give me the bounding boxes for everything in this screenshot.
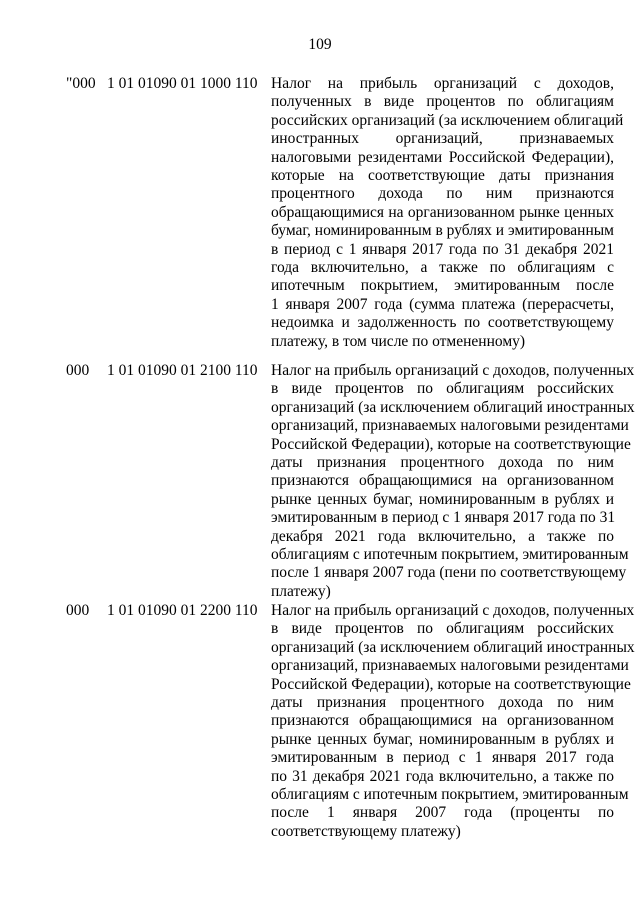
description-line: признаются обращающимися на организованном — [271, 712, 614, 730]
description-line: которые на соответствующие даты признания — [271, 167, 614, 185]
description-line: декабря 2021 года включительно, а также по — [271, 527, 614, 545]
description-line: Налог на прибыль организаций с доходов, полученных — [271, 362, 635, 379]
description-line: признаются обращающимися на организованном — [271, 472, 614, 490]
description-line: налоговыми резидентами Российской Федерации), — [271, 148, 614, 166]
page-number: 109 — [308, 36, 332, 53]
budget-classification-code: 1 01 01090 01 2100 110 — [107, 362, 258, 379]
administrator-code: 000 — [66, 602, 90, 619]
description-line: облигациям с ипотечным покрытием, эмитированным — [271, 786, 629, 804]
description-line: 1 января 2007 года (сумма платежа (перерасчеты, — [271, 295, 614, 313]
description-line: в период с 1 января 2017 года по 31 декабря 2021 — [271, 240, 614, 258]
description-line: Российской Федерации), которые на соответствующие — [271, 675, 631, 693]
description-line: Налог на прибыль организаций с доходов, — [271, 75, 614, 92]
description-line: по 31 декабря 2021 года включительно, а также по — [271, 767, 614, 785]
description-line: организаций, признаваемых налоговыми резидентами — [271, 657, 629, 675]
description-line: после 1 января 2007 года (пени по соответствующему — [271, 564, 627, 582]
description-line: российских организаций (за исключением облигаций — [271, 111, 624, 129]
description-line: полученных в виде процентов по облигациям — [271, 93, 614, 111]
description-line: платежу, в том числе по отмененному) — [271, 332, 526, 350]
description-line: Налог на прибыль организаций с доходов, полученных — [271, 602, 635, 619]
description-line: организаций (за исключением облигаций иностранных — [271, 638, 635, 656]
description-line: года включительно, а также по облигациям с — [271, 259, 614, 277]
description-line: ипотечным покрытием, эмитированным после — [271, 277, 614, 295]
revenue-description — [271, 75, 624, 351]
description-line: в виде процентов по облигациям российских — [271, 620, 614, 638]
description-line: иностранных организаций, признаваемых — [271, 130, 614, 148]
description-line: в виде процентов по облигациям российских — [271, 380, 614, 398]
revenue-description — [271, 602, 635, 841]
description-line: недоимка и задолженность по соответствующему — [271, 314, 614, 332]
revenue-description — [271, 362, 635, 601]
description-line: платежу) — [271, 582, 331, 600]
description-line: соответствующему платежу) — [271, 822, 461, 840]
description-line: после 1 января 2007 года (проценты по — [271, 804, 614, 822]
description-line: рынке ценных бумаг, номинированным в рублях и — [271, 730, 614, 748]
administrator-code: 000 — [66, 362, 90, 379]
description-line: эмитированным в период с 1 января 2017 года — [271, 749, 614, 767]
description-line: эмитированным в период с 1 января 2017 года по 31 — [271, 509, 616, 527]
description-line: рынке ценных бумаг, номинированным в рублях и — [271, 490, 614, 508]
description-line: облигациям с ипотечным покрытием, эмитированным — [271, 546, 629, 564]
description-line: организаций, признаваемых налоговыми резидентами — [271, 417, 629, 435]
budget-classification-code: 1 01 01090 01 1000 110 — [107, 75, 258, 92]
description-line: организаций (за исключением облигаций иностранных — [271, 398, 635, 416]
description-line: Российской Федерации), которые на соответствующие — [271, 435, 631, 453]
description-line: обращающимися на организованном рынке ценных — [271, 203, 614, 221]
description-line: бумаг, номинированным в рублях и эмитированным — [271, 222, 614, 240]
description-line: даты признания процентного дохода по ним — [271, 694, 614, 712]
description-line: процентного дохода по ним признаются — [271, 185, 614, 203]
administrator-code: "000 — [66, 75, 96, 92]
budget-classification-code: 1 01 01090 01 2200 110 — [107, 602, 258, 619]
description-line: даты признания процентного дохода по ним — [271, 454, 614, 472]
